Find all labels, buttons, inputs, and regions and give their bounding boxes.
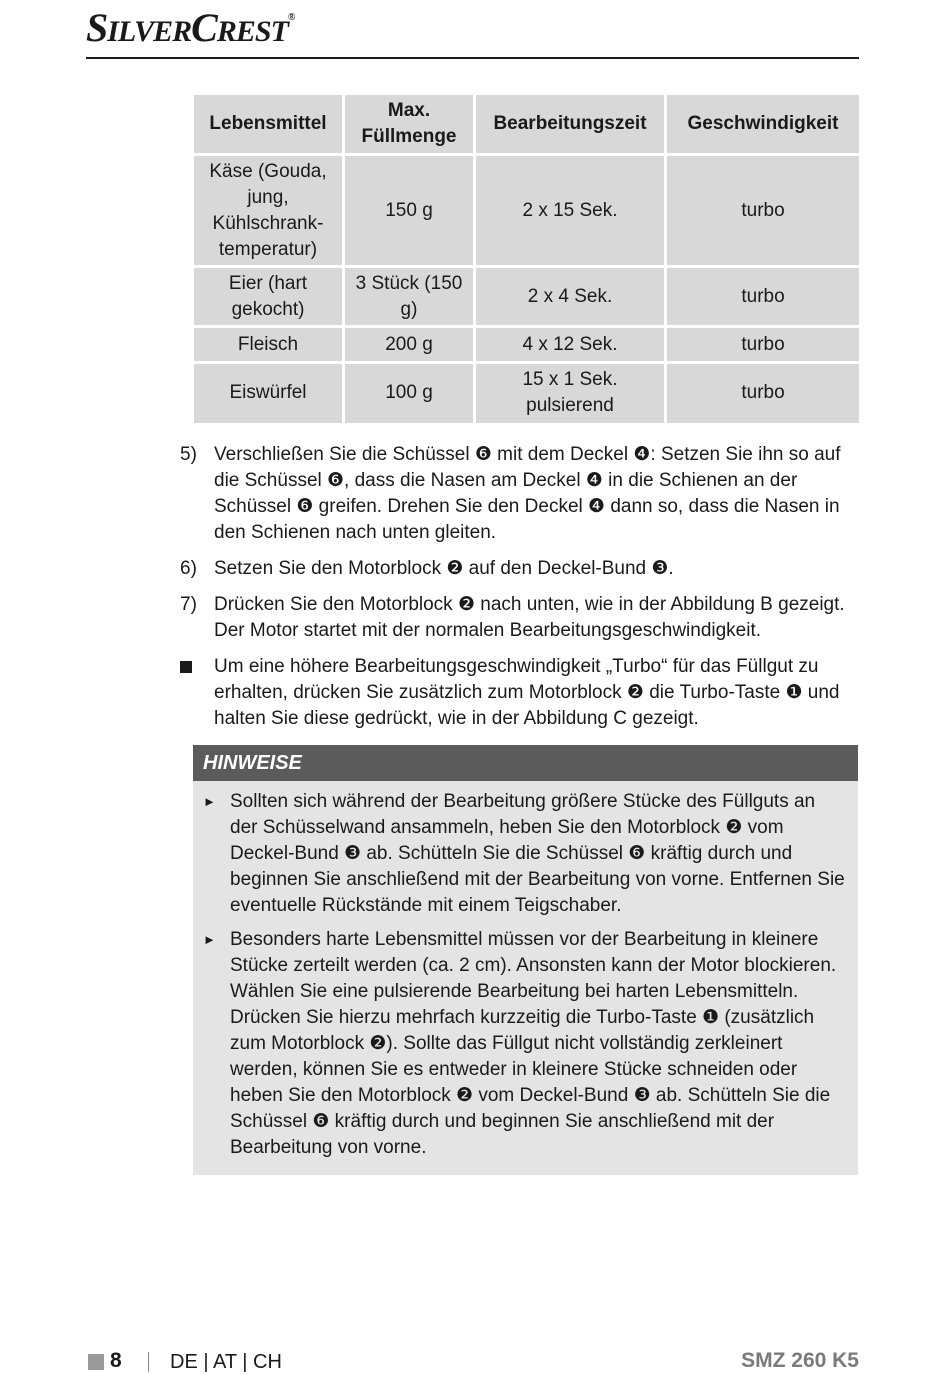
footer-languages: DE | AT | CH bbox=[170, 1351, 282, 1373]
instruction-steps bbox=[180, 442, 860, 742]
table-cell: 2 x 4 Sek. bbox=[475, 267, 666, 327]
page-number: 8 bbox=[110, 1349, 122, 1372]
step-turbo bbox=[180, 654, 860, 732]
header-rule bbox=[86, 57, 859, 59]
step-number: 6) bbox=[180, 558, 197, 579]
table-cell: turbo bbox=[666, 363, 860, 423]
table-row bbox=[194, 267, 859, 327]
processing-table bbox=[194, 95, 859, 423]
note-item bbox=[203, 789, 846, 919]
arrow-right-icon: ► bbox=[203, 932, 216, 947]
footer-divider bbox=[148, 1352, 149, 1372]
table-cell: turbo bbox=[666, 327, 860, 363]
table-header-row bbox=[194, 95, 859, 155]
table-cell: 4 x 12 Sek. bbox=[475, 327, 666, 363]
table-cell: 150 g bbox=[344, 155, 475, 267]
step-text: Setzen Sie den Motorblock ❷ auf den Deckel-Bund ❸. bbox=[214, 558, 674, 579]
footer-model: SMZ 260 K5 bbox=[741, 1349, 859, 1372]
step-6 bbox=[180, 556, 860, 582]
table-cell: turbo bbox=[666, 267, 860, 327]
table-cell: 100 g bbox=[344, 363, 475, 423]
step-5 bbox=[180, 442, 860, 546]
table-cell: Fleisch bbox=[194, 327, 344, 363]
table-cell: 2 x 15 Sek. bbox=[475, 155, 666, 267]
table-cell: 200 g bbox=[344, 327, 475, 363]
step-text: Verschließen Sie die Schüssel ❻ mit dem Deckel ❹: Setzen Sie ihn so auf die Schüssel ❻, dass die Nasen am Deckel ❹ in die Schienen an der Schüssel ❻ greifen. Drehen Sie den Deckel ❹ dann so, dass die Nasen in den Schienen nach unten gleiten. bbox=[214, 444, 841, 543]
brand-logo: SILVERCREST® bbox=[86, 5, 295, 50]
footer-square-icon bbox=[88, 1354, 104, 1370]
table-cell: Käse (Gouda, jung, Kühlschrank-temperatur) bbox=[194, 155, 344, 267]
step-number: 7) bbox=[180, 594, 197, 615]
note-item bbox=[203, 927, 846, 1161]
table-cell: Eiswürfel bbox=[194, 363, 344, 423]
notes-title: HINWEISE bbox=[193, 745, 858, 781]
note-text: Sollten sich während der Bearbeitung größere Stücke des Füllguts an der Schüsselwand ansammeln, heben Sie den Motorblock ❷ vom Deckel-Bund ❸ ab. Schütteln Sie die Schüssel ❻ kräftig durch und beginnen Sie anschließend mit der Bearbeitung von vorne. Entfernen Sie eventuelle Rückstände mit einem Teigschaber. bbox=[230, 791, 845, 916]
arrow-right-icon: ► bbox=[203, 794, 216, 809]
table-cell: Eier (hart gekocht) bbox=[194, 267, 344, 327]
col-header-speed: Geschwindigkeit bbox=[666, 95, 860, 155]
step-number: 5) bbox=[180, 444, 197, 465]
bullet-square-icon bbox=[180, 654, 214, 732]
step-text: Um eine höhere Bearbeitungsgeschwindigkeit „Turbo“ für das Füllgut zu erhalten, drücken Sie zusätzlich zum Motorblock ❷ die Turbo-Taste ❶ und halten Sie diese gedrückt, wie in der Abbildung C gezeigt. bbox=[214, 656, 840, 729]
notes-box bbox=[193, 745, 858, 1175]
table-cell: 3 Stück (150 g) bbox=[344, 267, 475, 327]
step-text: Drücken Sie den Motorblock ❷ nach unten, wie in der Abbildung B gezeigt. Der Motor startet mit der normalen Bearbeitungsgeschwindigkeit. bbox=[214, 594, 845, 641]
step-7 bbox=[180, 592, 860, 644]
col-header-food: Lebensmittel bbox=[194, 95, 344, 155]
col-header-time: Bearbeitungszeit bbox=[475, 95, 666, 155]
note-text: Besonders harte Lebensmittel müssen vor der Bearbeitung in kleinere Stücke zerteilt werden (ca. 2 cm). Ansonsten kann der Motor blockieren. Wählen Sie eine pulsierende Bearbeitung bei harten Lebensmitteln. Drücken Sie hierzu mehrfach kurzzeitig die Turbo-Taste ❶ (zusätzlich zum Motorblock ❷). Sollte das Füllgut nicht vollständig zerkleinert werden, können Sie es entweder in kleinere Stücke schneiden oder heben Sie den Motorblock ❷ vom Deckel-Bund ❸ ab. Schütteln Sie die Schüssel ❻ kräftig durch und beginnen Sie anschließend mit der Bearbeitung von vorne. bbox=[230, 929, 837, 1158]
table-cell: 15 x 1 Sek. pulsierend bbox=[475, 363, 666, 423]
table-row bbox=[194, 327, 859, 363]
table-row bbox=[194, 155, 859, 267]
col-header-capacity: Max. Füllmenge bbox=[344, 95, 475, 155]
table-cell: turbo bbox=[666, 155, 860, 267]
table-row bbox=[194, 363, 859, 423]
